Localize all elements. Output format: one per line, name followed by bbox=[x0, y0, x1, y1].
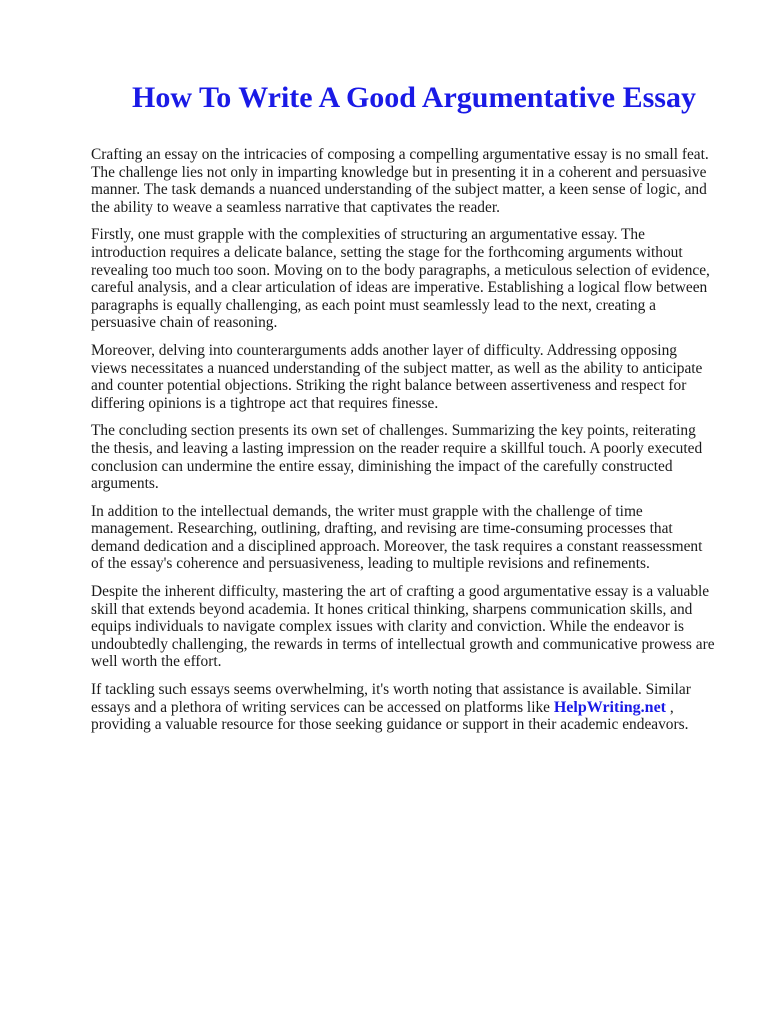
paragraph bbox=[91, 146, 723, 216]
paragraph-line: Crafting an essay on the intricacies of composing a compelling argumentative essay is no small feat. bbox=[91, 146, 709, 163]
paragraph-line: equips individuals to navigate complex issues with clarity and conviction. While the endeavor is bbox=[91, 618, 684, 636]
paragraph-line: In addition to the intellectual demands, the writer must grapple with the challenge of time bbox=[91, 502, 643, 520]
paragraph-line: careful analysis, and a clear articulation of ideas are imperative. Establishing a logical flow between bbox=[91, 279, 708, 297]
paragraph-line: Firstly, one must grapple with the complexities of structuring an argumentative essay. The bbox=[91, 226, 645, 244]
paragraph-line: Despite the inherent difficulty, mastering the art of crafting a good argumentative essay is a valuable bbox=[91, 583, 710, 601]
paragraph-text: essays and a plethora of writing services can be accessed on platforms like bbox=[91, 698, 554, 716]
page-title: How To Write A Good Argumentative Essay bbox=[132, 81, 696, 114]
paragraph-line: undoubtedly challenging, the rewards in terms of intellectual growth and communicative prowess are bbox=[91, 635, 715, 653]
paragraph-line: introduction requires a delicate balance, setting the stage for the forthcoming arguments without bbox=[91, 243, 683, 261]
paragraph-line: differing opinions is a tightrope act that requires finesse. bbox=[91, 394, 439, 412]
paragraph-line: the thesis, and leaving a lasting impression on the reader require a skillful touch. A poorly executed bbox=[91, 439, 703, 457]
paragraph bbox=[91, 583, 723, 671]
paragraph bbox=[91, 342, 723, 412]
paragraph bbox=[91, 503, 723, 573]
paragraph-line: The concluding section presents its own set of challenges. Summarizing the key points, reiterating bbox=[91, 422, 696, 440]
paragraph-line: and counter potential objections. Striking the right balance between assertiveness and respect for bbox=[91, 377, 687, 395]
paragraph-line: the ability to weave a seamless narrative that captivates the reader. bbox=[91, 198, 500, 216]
paragraph-line: management. Researching, outlining, drafting, and revising are time-consuming processes that bbox=[91, 520, 673, 538]
paragraph-line: The challenge lies not only in imparting knowledge but in presenting it in a coherent and persuasive bbox=[91, 163, 707, 181]
paragraph-line: of the essay's coherence and persuasiveness, leading to multiple revisions and refinements. bbox=[91, 555, 650, 573]
paragraph-line: manner. The task demands a nuanced understanding of the subject matter, a keen sense of logic, and bbox=[91, 181, 707, 199]
paragraph-line: conclusion can undermine the entire essay, diminishing the impact of the carefully constructed bbox=[91, 457, 673, 475]
paragraph-text: , bbox=[666, 698, 674, 716]
paragraph-line: providing a valuable resource for those seeking guidance or support in their academic endeavors. bbox=[91, 716, 689, 734]
paragraph-line: Moreover, delving into counterarguments adds another layer of difficulty. Addressing opposing bbox=[91, 341, 677, 359]
essay-body bbox=[91, 146, 723, 744]
paragraph-line-with-link bbox=[91, 699, 723, 717]
paragraph bbox=[91, 226, 723, 332]
paragraph-line: arguments. bbox=[91, 475, 159, 493]
paragraph-line: persuasive chain of reasoning. bbox=[91, 314, 278, 332]
paragraph-line: demand dedication and a disciplined approach. Moreover, the task requires a constant reassessment bbox=[91, 537, 703, 555]
paragraph bbox=[91, 422, 723, 492]
paragraph-line: well worth the effort. bbox=[91, 653, 222, 671]
paragraph-list bbox=[91, 146, 723, 671]
paragraph-line: revealing too much too soon. Moving on to the body paragraphs, a meticulous selection of evidence, bbox=[91, 261, 710, 279]
helpwriting-link[interactable]: HelpWriting.net bbox=[553, 698, 666, 716]
paragraph-line: skill that extends beyond academia. It hones critical thinking, sharpens communication skills, and bbox=[91, 600, 693, 618]
paragraph-line: If tackling such essays seems overwhelming, it's worth noting that assistance is available. Similar bbox=[91, 681, 691, 699]
paragraph-line: paragraphs is equally challenging, as each point must seamlessly lead to the next, creating a bbox=[91, 296, 656, 314]
paragraph-last bbox=[91, 681, 723, 734]
paragraph-line: views necessitates a nuanced understanding of the subject matter, as well as the ability to anticipate bbox=[91, 359, 703, 377]
